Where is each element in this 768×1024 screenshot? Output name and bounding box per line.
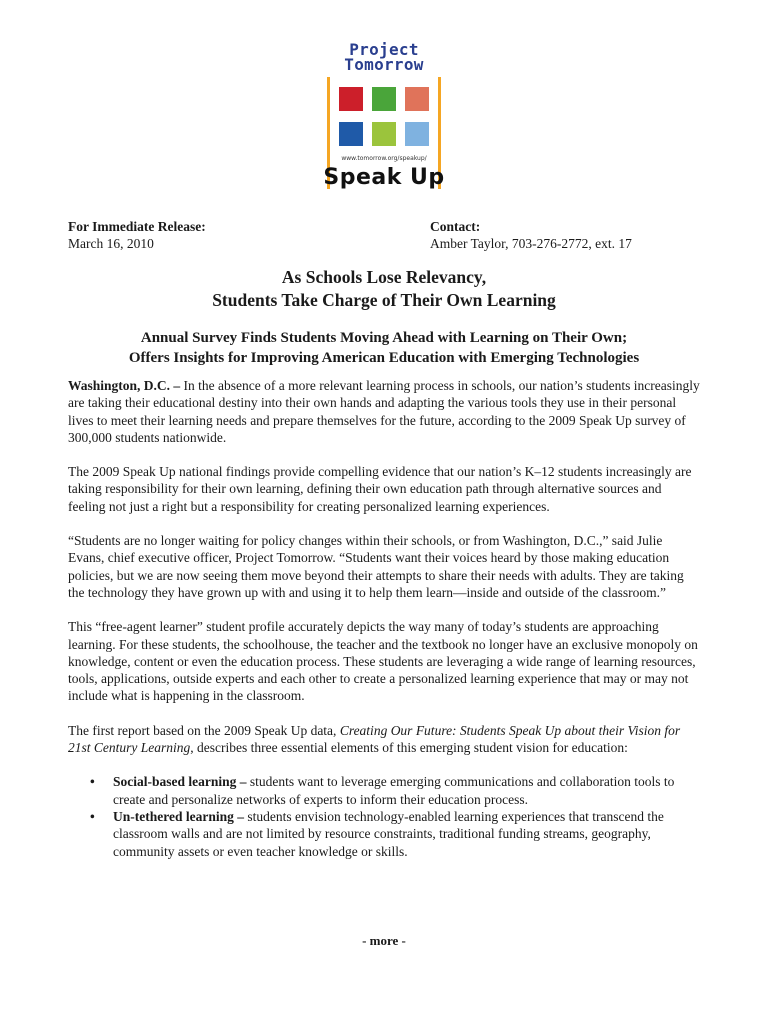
paragraph-5-end: , describes three essential elements of this emerging student vision for education: bbox=[190, 740, 628, 756]
subhead-line2: Offers Insights for Improving American Education with Emerging Technologies bbox=[128, 350, 640, 366]
list-item-text: students envision technology-enabled learning experiences that transcend the classroom walls and are not limited by resource constraints, traditional funding streams, geography, community assets or even teacher knowledge or skills. bbox=[113, 808, 664, 859]
subhead-line1: Annual Survey Finds Students Moving Ahead with Learning on Their Own; bbox=[140, 330, 628, 346]
subheadline bbox=[40, 328, 728, 368]
logo-square-lightblue bbox=[405, 122, 429, 146]
headline-line2: Students Take Charge of Their Own Learning bbox=[212, 290, 556, 310]
logo-title bbox=[318, 42, 450, 72]
logo-url: www.tomorrow.org/speakup/ bbox=[341, 155, 427, 162]
contact-block bbox=[430, 218, 632, 252]
release-date: March 16, 2010 bbox=[68, 236, 154, 251]
list-item-term: Social-based learning – bbox=[113, 774, 247, 790]
logo-speak-up-text: Speak Up bbox=[323, 165, 445, 190]
logo-square-salmon bbox=[405, 87, 429, 111]
paragraph-5 bbox=[68, 722, 702, 757]
headline-line1: As Schools Lose Relevancy, bbox=[281, 267, 487, 287]
list-item bbox=[113, 808, 702, 860]
release-label: For Immediate Release: bbox=[68, 219, 206, 234]
logo-square-red bbox=[339, 87, 363, 111]
headline bbox=[40, 266, 728, 312]
logo-square-lime bbox=[372, 122, 396, 146]
logo-square-green bbox=[372, 87, 396, 111]
paragraph-4: This “free-agent learner” student profile accurately depicts the way many of today’s students are approaching learning. For these students, the schoolhouse, the teacher and the textbook no longer have an exclusive monopoly on knowledge, content or even the education process. These students are leveraging a wide range of learning resources, tools, applications, outside experts and each other to create a personalized learning experience that may or may not include what is happening in the classroom. bbox=[68, 619, 698, 704]
report-title: Creating Our Future: Students Speak Up about their Vision for 21st Century Learning bbox=[68, 722, 681, 756]
more-marker: - more - bbox=[362, 933, 406, 948]
project-tomorrow-speak-up-logo bbox=[318, 40, 450, 200]
list-item-text: students want to leverage emerging communications and collaboration tools to create and personalize networks of experts to inform their education process. bbox=[113, 774, 675, 807]
paragraph-1-text: In the absence of a more relevant learning process in schools, our nation’s students increasingly are taking their educational destiny into their own hands and adapting the various tools they use in their personal lives to meet their learning needs and prepare themselves for the future, according to the 2009 Speak Up survey of 300,000 students nationwide. bbox=[68, 378, 700, 445]
list-item-term: Un-tethered learning – bbox=[113, 808, 244, 824]
paragraph-5-start: The first report based on the 2009 Speak Up data, bbox=[68, 722, 340, 738]
release-block bbox=[68, 218, 206, 252]
logo-title-line1: Project bbox=[349, 40, 419, 59]
paragraph-1 bbox=[68, 377, 702, 446]
paragraph-3: “Students are no longer waiting for policy changes within their schools, or from Washington, D.C.,” said Julie Evans, chief executive officer, Project Tomorrow. “Students want their voices heard by those making education policies, but we are now seeing them move beyond their attempts to share their needs with adults. They are taking the technology they have grown up with and using it to help them learn—inside and outside of the classroom.” bbox=[68, 533, 684, 600]
contact-label: Contact: bbox=[430, 219, 481, 234]
list-item bbox=[113, 773, 702, 808]
dateline: Washington, D.C. – bbox=[68, 378, 181, 393]
body-text bbox=[68, 377, 702, 860]
logo-title-line2: Tomorrow bbox=[344, 55, 424, 74]
contact-value: Amber Taylor, 703-276-2772, ext. 17 bbox=[430, 236, 632, 251]
logo-square-blue bbox=[339, 122, 363, 146]
paragraph-2: The 2009 Speak Up national findings provide compelling evidence that our nation’s K–12 students increasingly are taking responsibility for their own learning, defining their own education path through alternative sources and feeling not just a right but a responsibility for creating personalized learning experiences. bbox=[68, 464, 692, 514]
elements-list bbox=[68, 773, 702, 859]
